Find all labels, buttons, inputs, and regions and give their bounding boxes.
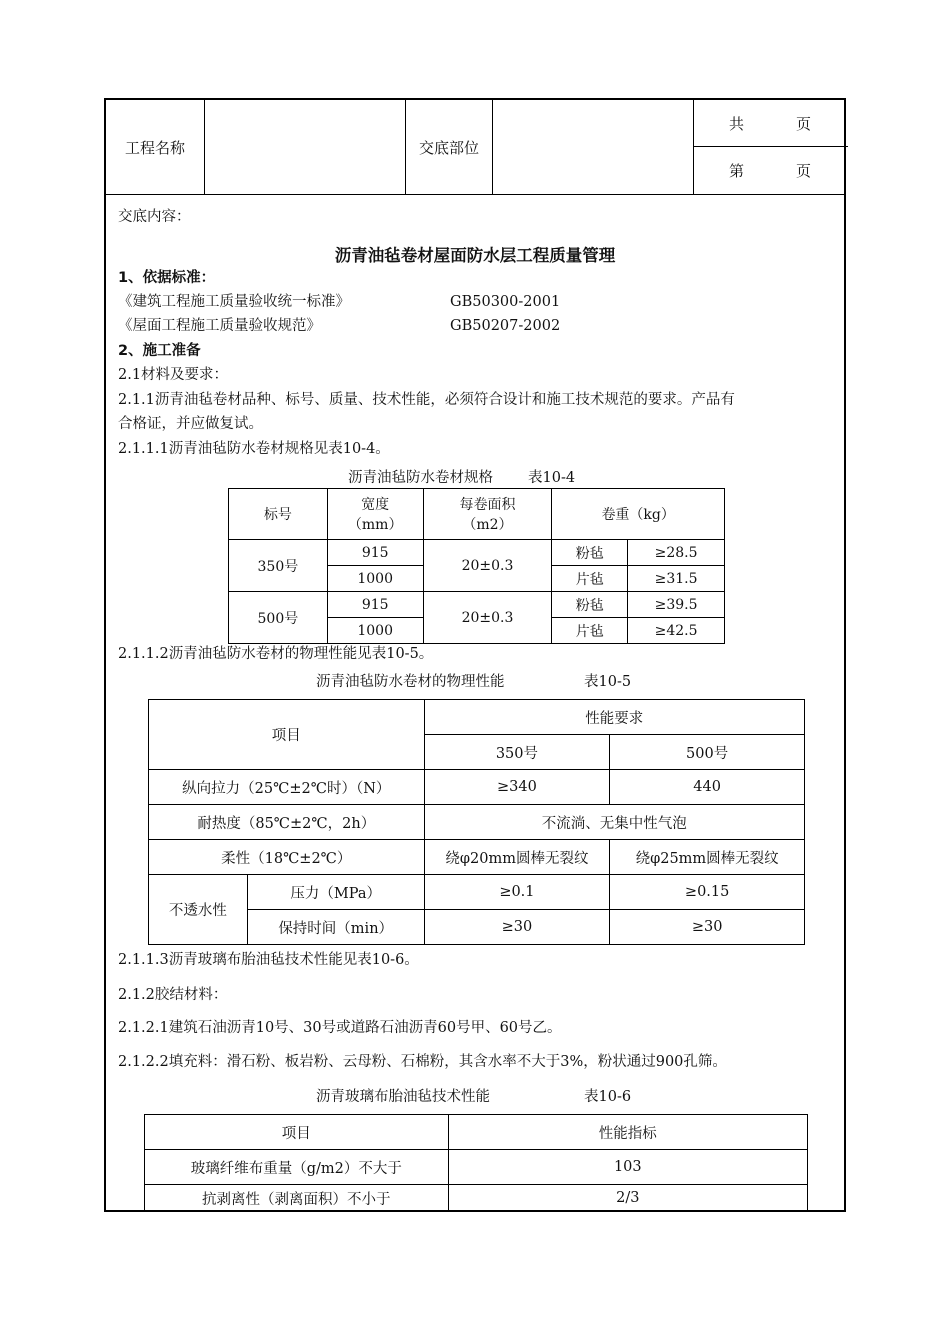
t5-header-item: 项目 — [149, 700, 425, 770]
t4-weight: ≥31.5 — [628, 566, 725, 592]
para-2-1: 2.1材料及要求： — [118, 367, 229, 383]
t5-time-500: ≥30 — [610, 910, 805, 945]
table-row — [149, 910, 805, 945]
header-table — [106, 100, 844, 195]
t5-heat-label: 耐热度（85℃±2℃，2h） — [149, 805, 425, 840]
t4-grade-350: 350号 — [229, 540, 328, 592]
table-10-5-number: 表10-5 — [584, 674, 632, 690]
table-10-6-caption: 沥青玻璃布胎油毡技术性能 — [316, 1089, 490, 1105]
standard-1-code: GB50300-2001 — [450, 294, 561, 310]
t6-value: 103 — [448, 1150, 807, 1185]
location-label: 交底部位 — [406, 100, 493, 194]
t5-header-requirement: 性能要求 — [424, 700, 804, 735]
content-label: 交底内容： — [118, 209, 191, 225]
total-pages-label-a: 共 — [729, 114, 745, 133]
table-row — [145, 1185, 808, 1212]
t6-value: 2/3 — [448, 1185, 807, 1212]
t5-time-label: 保持时间（min） — [247, 910, 424, 945]
t4-header-width-unit: （mm） — [347, 517, 403, 533]
standard-1-name: 《建筑工程施工质量验收统一标准》 — [118, 294, 350, 310]
standard-2-name: 《屋面工程施工质量验收规范》 — [118, 318, 321, 334]
table-10-5 — [148, 699, 805, 945]
t5-heat-value: 不流淌、无集中性气泡 — [424, 805, 804, 840]
t4-area: 20±0.3 — [423, 540, 552, 592]
section2-heading: 2、施工准备 — [118, 343, 201, 359]
t4-type: 粉毡 — [552, 592, 628, 618]
t4-header-width-label: 宽度 — [361, 497, 390, 513]
t4-header-area — [423, 489, 552, 540]
page-label-a: 第 — [729, 161, 745, 180]
t5-tensile-350: ≥340 — [424, 770, 610, 805]
t4-header-grade: 标号 — [229, 489, 328, 540]
t6-item: 玻璃纤维布重量（g/m2）不大于 — [145, 1150, 449, 1185]
t4-type: 粉毡 — [552, 540, 628, 566]
table-row — [149, 700, 805, 735]
t4-header-weight: 卷重（kg） — [552, 489, 725, 540]
t4-width: 1000 — [327, 618, 423, 644]
para-2-1-1-line2: 合格证，并应做复试。 — [118, 416, 263, 432]
table-row — [149, 805, 805, 840]
total-pages-cell — [694, 100, 848, 147]
t5-header-350: 350号 — [424, 735, 610, 770]
para-2-1-1-2: 2.1.1.2沥青油毡防水卷材的物理性能见表10-5。 — [118, 646, 434, 662]
table-row — [229, 540, 725, 566]
t4-area: 20±0.3 — [423, 592, 552, 644]
page-title: 沥青油毡卷材屋面防水层工程质量管理 — [334, 246, 616, 265]
t5-flex-500: 绕φ25mm圆棒无裂纹 — [610, 840, 805, 875]
standard-2-code: GB50207-2002 — [450, 318, 561, 334]
t5-pressure-label: 压力（MPa） — [247, 875, 424, 910]
para-2-1-2-2: 2.1.2.2填充料：滑石粉、板岩粉、云母粉、石棉粉，其含水率不大于3%，粉状通过900孔筛。 — [118, 1054, 727, 1070]
table-10-6-number: 表10-6 — [584, 1089, 632, 1105]
table-row — [149, 875, 805, 910]
t5-flex-350: 绕φ20mm圆棒无裂纹 — [424, 840, 610, 875]
table-row — [229, 592, 725, 618]
t4-weight: ≥42.5 — [628, 618, 725, 644]
t5-flex-label: 柔性（18℃±2℃） — [149, 840, 425, 875]
t5-pressure-500: ≥0.15 — [610, 875, 805, 910]
t6-item: 抗剥离性（剥离面积）不小于 — [145, 1185, 449, 1212]
t4-grade-500: 500号 — [229, 592, 328, 644]
location-value — [493, 100, 694, 194]
t6-header-index: 性能指标 — [448, 1115, 807, 1150]
table-10-5-caption: 沥青油毡防水卷材的物理性能 — [316, 674, 505, 690]
para-2-1-1-3: 2.1.1.3沥青玻璃布胎油毡技术性能见表10-6。 — [118, 952, 419, 968]
t4-width: 915 — [327, 540, 423, 566]
table-10-6 — [144, 1114, 808, 1212]
t5-pressure-350: ≥0.1 — [424, 875, 610, 910]
t4-type: 片毡 — [552, 618, 628, 644]
table-10-4-caption: 沥青油毡防水卷材规格 — [348, 470, 493, 486]
t5-tensile-500: 440 — [610, 770, 805, 805]
t5-tensile-label: 纵向拉力（25℃±2℃时）（N） — [149, 770, 425, 805]
para-2-1-1-1: 2.1.1.1沥青油毡防水卷材规格见表10-4。 — [118, 441, 390, 457]
t6-header-item: 项目 — [145, 1115, 449, 1150]
t4-header-area-unit: （m2） — [462, 517, 513, 533]
t4-header-area-label: 每卷面积 — [459, 497, 516, 513]
table-row — [149, 770, 805, 805]
t4-weight: ≥28.5 — [628, 540, 725, 566]
para-2-1-2: 2.1.2胶结材料： — [118, 987, 228, 1003]
para-2-1-2-1: 2.1.2.1建筑石油沥青10号、30号或道路石油沥青60号甲、60号乙。 — [118, 1020, 562, 1036]
t4-width: 915 — [327, 592, 423, 618]
section1-heading: 1、依据标准： — [118, 270, 216, 286]
table-10-4 — [228, 488, 725, 644]
t5-impermeable-label: 不透水性 — [149, 875, 248, 945]
total-pages-label-b: 页 — [796, 114, 812, 133]
table-10-4-number: 表10-4 — [528, 470, 576, 486]
t4-width: 1000 — [327, 566, 423, 592]
table-row — [145, 1150, 808, 1185]
t4-type: 片毡 — [552, 566, 628, 592]
table-row — [229, 489, 725, 540]
project-name-label: 工程名称 — [106, 100, 205, 194]
document-frame — [104, 98, 846, 1212]
t5-time-350: ≥30 — [424, 910, 610, 945]
page-label-b: 页 — [796, 161, 812, 180]
table-row — [149, 840, 805, 875]
t5-header-500: 500号 — [610, 735, 805, 770]
table-row — [145, 1115, 808, 1150]
para-2-1-1-line1: 2.1.1沥青油毡卷材品种、标号、质量、技术性能，必须符合设计和施工技术规范的要求。产品有 — [118, 392, 735, 408]
project-name-value — [205, 100, 406, 194]
t4-weight: ≥39.5 — [628, 592, 725, 618]
page-number-cell — [694, 147, 848, 193]
t4-header-width — [327, 489, 423, 540]
